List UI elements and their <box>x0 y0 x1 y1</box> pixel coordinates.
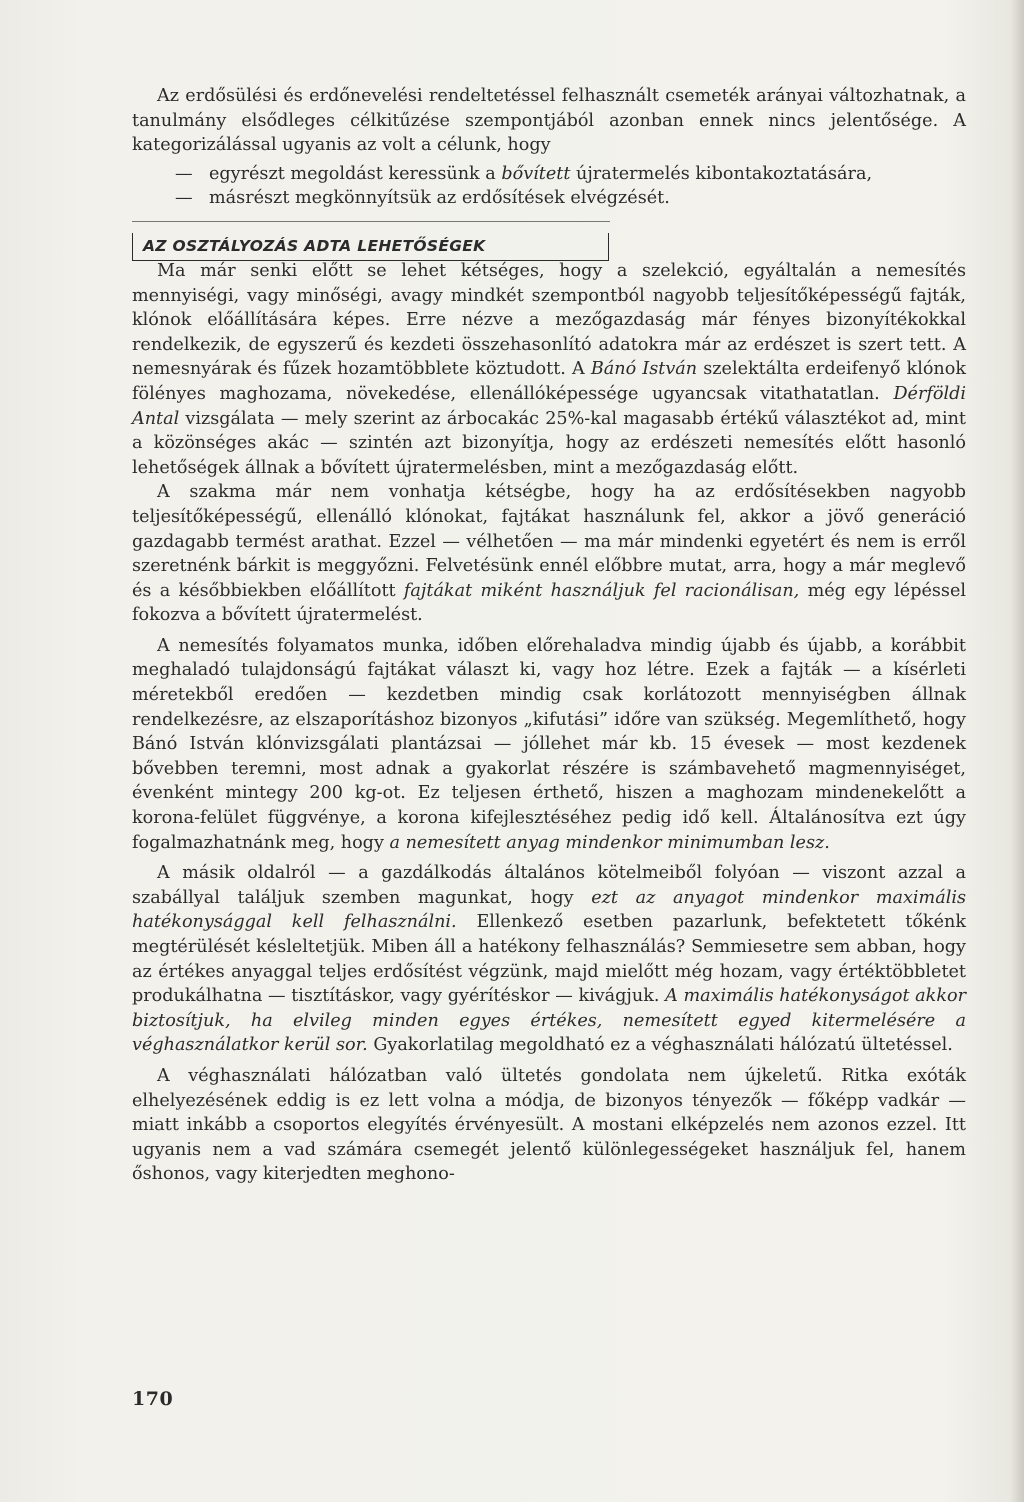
dash-list <box>132 162 966 211</box>
body-text <box>132 84 966 1187</box>
page-edge-shadow <box>1010 0 1024 1502</box>
paragraph: A nemesítés folyamatos munka, időben előrehaladva mindig újabb és újabb, a korábbit meghaladó tulajdonságú fajtákat választ ki, vagy hoz létre. Ezek a fajták — a kísérleti méretekből eredően — kezdetben mindig csak korlátozott mennyiségben állnak rendelkezésre, az elszaporításhoz bizonyos „kifutási” időre van szükség. Megemlíthető, hogy Bánó István klónvizsgálati plantázsai — jóllehet már kb. 15 évesek — most kezdenek bővebben teremni, most adnak a gyakorlat részére is számbavehető magmennyiséget, évenként mintegy 200 kg-ot. Ez teljesen érthető, hiszen a maghozam mindenekelőtt a korona-felület függvénye, a korona kifejlesztéséhez pedig idő kell. Általánosítva ezt úgy fogalmazhatnánk meg, hogy a nemesített anyag mindenkor minimumban lesz. <box>132 635 966 853</box>
paragraph-intro: Az erdősülési és erdőnevelési rendeltetéssel felhasznált csemeték arányai változhatnak, a tanulmány elsődleges célkitűzése szempontjából azonban ennek nincs jelentősége. A kategorizálással ugyanis az volt a célunk, hogy <box>132 86 966 156</box>
page-number: 170 <box>132 1388 174 1410</box>
list-item: — másrészt megkönnyítsük az erdősítések elvégzését. <box>175 188 670 209</box>
paragraph: Ma már senki előtt se lehet kétséges, hogy a szelekció, egyáltalán a nemesítés mennyiségi, vagy minőségi, avagy mindkét szempontból nagyobb teljesítőképességű fajták, klónok előállítására képes. Erre nézve a mezőgazdaság már fényes bizonyítékokkal rendelkezik, de egyszerű és kezdeti összehasonlító adatokra már az erdészet is szert tett. A nemesnyárak és fűzek hozamtöbblete köztudott. A Bánó István szelektálta erdeifenyő klónok fölényes maghozama, növekedése, ellenállóképessége ugyancsak vitathatatlan. Dérföldi Antal vizsgálata — mely szerint az árbocakác 25%-kal magasabb értékű választékot ad, mint a közönséges akác — szintén azt bizonyítja, hogy az erdészeti nemesítés előtt hasonló lehetőségek állnak a bővített újratermelésben, mint a mezőgazdaság előtt. <box>132 260 966 478</box>
paragraph: A véghasználati hálózatban való ültetés gondolata nem újkeletű. Ritka exóták elhelyezésének eddig is ez lett volna a módja, de bizonyos tényezők — főképp vadkár — miatt inkább a csoportos elegyítés érvényesült. A mostani elképzelés nem azonos ezzel. Itt ugyanis nem a vad számára csemegét jelentő különlegességeket használjuk fel, hanem őshonos, vagy kiterjedten meghono- <box>132 1065 966 1185</box>
list-item: — egyrészt megoldást keressünk a bővített újratermelés kibontakoztatására, <box>175 163 873 184</box>
section-heading: AZ OSZTÁLYOZÁS ADTA LEHETŐSÉGEK <box>132 233 609 261</box>
paragraph: A másik oldalról — a gazdálkodás általános kötelmeiből folyóan — viszont azzal a szabállyal találjuk szemben magunkat, hogy ezt az anyagot mindenkor maximális hatékonysággal kell felhasználni. Ellenkező esetben pazarlunk, befektetett tőkénk megtérülését késleltetjük. Miben áll a hatékony felhasználás? Semmiesetre sem abban, hogy az értékes anyaggal teljes erdősítést végzünk, majd mielőtt még hozam, vagy értéktöbbletet produkálhatna — tisztításkor, vagy gyérítéskor — kivágjuk. A maximális hatékonyságot akkor biztosítjuk, ha elvileg minden egyes értékes, nemesített egyed kitermelésére a véghasználatkor kerül sor. Gyakorlatilag megoldható ez a véghasználati hálózatú ültetéssel. <box>132 863 966 1056</box>
heading-top-rule <box>132 221 610 222</box>
section-heading-wrap <box>132 219 966 259</box>
paragraph: A szakma már nem vonhatja kétségbe, hogy ha az erdősítésekben nagyobb teljesítőképességű, ellenálló klónokat, fajtákat használunk fel, akkor a jövő generáció gazdagabb termést arathat. Ezzel — vélhetően — ma már mindenki egyetért és nem is erről szeretnénk bárkit is meggyőzni. Felvetésünk ennél előbbre mutat, arra, hogy a már meglevő és a későbbiekben előállított fajtákat miként használjuk fel racionálisan, még egy lépéssel fokozva a bővített újratermelést. <box>132 482 966 626</box>
